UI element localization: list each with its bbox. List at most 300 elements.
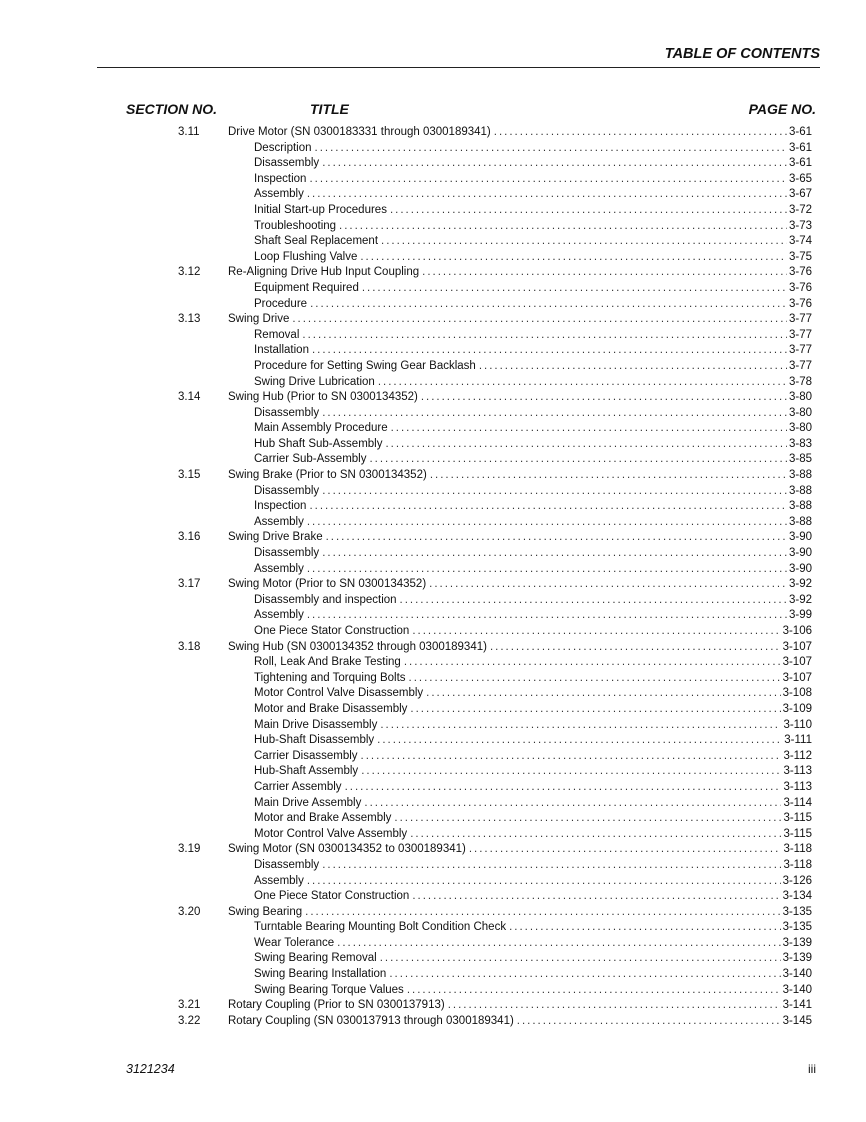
toc-entry xyxy=(228,265,812,281)
toc-entry-title: Disassembly xyxy=(254,156,319,172)
toc-entry xyxy=(254,562,812,578)
toc-entry-page: 3-145 xyxy=(782,1014,812,1027)
toc-entry-page: 3-118 xyxy=(783,858,812,871)
toc-entry xyxy=(254,328,812,344)
dot-leader xyxy=(361,749,782,765)
toc-entry xyxy=(254,593,812,609)
toc-entry-page: 3-61 xyxy=(788,157,812,170)
toc-subsection-row[interactable] xyxy=(0,967,866,983)
toc-entry xyxy=(228,998,812,1014)
column-headers xyxy=(0,101,866,121)
toc-entry-title: Carrier Disassembly xyxy=(254,749,358,765)
toc-entry xyxy=(254,297,812,313)
toc-subsection-row[interactable] xyxy=(0,889,866,905)
toc-entry-page: 3-134 xyxy=(782,890,812,903)
dot-leader xyxy=(394,811,781,827)
toc-entry xyxy=(254,827,812,843)
toc-subsection-row[interactable] xyxy=(0,671,866,687)
toc-subsection-row[interactable] xyxy=(0,593,866,609)
toc-entry-page: 3-112 xyxy=(783,749,812,762)
toc-subsection-row[interactable] xyxy=(0,250,866,266)
toc-entry xyxy=(228,468,812,484)
toc-entry-page: 3-106 xyxy=(782,625,812,637)
toc-subsection-row[interactable] xyxy=(0,328,866,344)
toc-subsection-row[interactable] xyxy=(0,936,866,952)
toc-entry-title: Disassembly xyxy=(254,546,319,562)
toc-entry xyxy=(254,141,812,157)
toc-entry-page: 3-107 xyxy=(782,671,812,684)
toc-entry-page: 3-113 xyxy=(783,780,812,793)
toc-entry-title: Hub-Shaft Assembly xyxy=(254,764,358,780)
toc-entry-page: 3-118 xyxy=(783,843,812,856)
toc-section-number: 3.16 xyxy=(178,531,201,544)
toc-entry-title: Rotary Coupling (Prior to SN 0300137913) xyxy=(228,998,445,1014)
toc-entry xyxy=(254,421,812,437)
toc-entry xyxy=(228,1014,812,1030)
toc-subsection-row[interactable] xyxy=(0,484,866,500)
toc-list xyxy=(0,125,866,1029)
toc-entry xyxy=(254,718,812,734)
dot-leader xyxy=(361,764,781,780)
dot-leader xyxy=(362,281,787,297)
toc-entry-page: 3-115 xyxy=(783,827,812,840)
toc-entry-title: Equipment Required xyxy=(254,281,359,297)
toc-entry-page: 3-67 xyxy=(788,188,812,201)
toc-entry-title: Drive Motor (SN 0300183331 through 0300189341) xyxy=(228,125,491,141)
toc-entry-page: 3-141 xyxy=(782,999,812,1012)
toc-entry-page: 3-107 xyxy=(782,656,812,669)
dot-leader xyxy=(305,905,780,921)
dot-leader xyxy=(360,250,787,266)
dot-leader xyxy=(421,390,787,406)
toc-entry-page: 3-77 xyxy=(788,313,812,326)
toc-entry xyxy=(254,624,812,640)
toc-entry-title: Turntable Bearing Mounting Bolt Condition Check xyxy=(254,920,506,936)
toc-entry xyxy=(254,967,812,983)
toc-entry-page: 3-139 xyxy=(782,952,812,965)
dot-leader xyxy=(494,125,787,141)
toc-subsection-row[interactable] xyxy=(0,515,866,531)
toc-section-number: 3.12 xyxy=(178,266,201,279)
dot-leader xyxy=(412,624,780,640)
dot-leader xyxy=(404,655,781,671)
header-title: TABLE OF CONTENTS xyxy=(664,46,820,62)
toc-subsection-row[interactable] xyxy=(0,796,866,812)
toc-entry-page: 3-110 xyxy=(783,718,812,731)
toc-section-row[interactable] xyxy=(0,530,866,546)
toc-entry xyxy=(228,905,812,921)
toc-subsection-row[interactable] xyxy=(0,686,866,702)
toc-subsection-row[interactable] xyxy=(0,375,866,391)
toc-entry xyxy=(254,889,812,905)
toc-entry-title: Disassembly xyxy=(254,406,319,422)
toc-subsection-row[interactable] xyxy=(0,297,866,313)
toc-subsection-row[interactable] xyxy=(0,141,866,157)
toc-entry xyxy=(254,608,812,624)
dot-leader xyxy=(377,733,782,749)
toc-entry xyxy=(228,530,812,546)
toc-subsection-row[interactable] xyxy=(0,452,866,468)
toc-subsection-row[interactable] xyxy=(0,499,866,515)
dot-leader xyxy=(322,406,787,422)
dot-leader xyxy=(381,234,787,250)
dot-leader xyxy=(380,951,781,967)
toc-entry-title: Roll, Leak And Brake Testing xyxy=(254,655,401,671)
dot-leader xyxy=(389,967,780,983)
toc-entry-page: 3-139 xyxy=(782,936,812,949)
toc-subsection-row[interactable] xyxy=(0,359,866,375)
toc-entry xyxy=(254,172,812,188)
toc-subsection-row[interactable] xyxy=(0,874,866,890)
page-number: iii xyxy=(808,1062,816,1076)
toc-entry xyxy=(254,920,812,936)
toc-entry-page: 3-75 xyxy=(788,250,812,263)
toc-entry-title: Wear Tolerance xyxy=(254,936,334,952)
dot-leader xyxy=(410,827,781,843)
toc-section-row[interactable] xyxy=(0,998,866,1014)
dot-leader xyxy=(315,141,787,157)
dot-leader xyxy=(378,375,787,391)
toc-entry-page: 3-92 xyxy=(788,578,812,591)
toc-entry-title: Description xyxy=(254,141,312,157)
toc-entry-page: 3-88 xyxy=(788,515,812,528)
toc-entry-title: Rotary Coupling (SN 0300137913 through 0300189341) xyxy=(228,1014,514,1030)
dot-leader xyxy=(339,219,787,235)
toc-entry-title: Swing Bearing xyxy=(228,905,302,921)
page-no-heading: PAGE NO. xyxy=(748,101,816,117)
toc-section-number: 3.11 xyxy=(178,126,200,138)
toc-entry-title: Removal xyxy=(254,328,299,344)
title-heading: TITLE xyxy=(310,101,349,117)
toc-entry-title: Swing Drive Brake xyxy=(228,530,323,546)
toc-entry xyxy=(254,250,812,266)
toc-subsection-row[interactable] xyxy=(0,234,866,250)
toc-subsection-row[interactable] xyxy=(0,406,866,422)
toc-subsection-row[interactable] xyxy=(0,718,866,734)
toc-entry xyxy=(254,156,812,172)
toc-entry xyxy=(254,671,812,687)
toc-entry-page: 3-135 xyxy=(782,921,812,934)
toc-entry-title: Carrier Assembly xyxy=(254,780,342,796)
toc-entry-page: 3-77 xyxy=(788,359,812,372)
toc-entry-page: 3-80 xyxy=(788,422,812,435)
toc-entry-title: Re-Aligning Drive Hub Input Coupling xyxy=(228,265,419,281)
toc-section-row[interactable] xyxy=(0,842,866,858)
toc-entry xyxy=(254,951,812,967)
toc-entry-title: Inspection xyxy=(254,172,306,188)
toc-entry-page: 3-90 xyxy=(788,531,812,544)
dot-leader xyxy=(429,577,787,593)
toc-entry xyxy=(254,499,812,515)
toc-section-row[interactable] xyxy=(0,577,866,593)
toc-entry xyxy=(254,733,812,749)
toc-subsection-row[interactable] xyxy=(0,156,866,172)
toc-entry-page: 3-73 xyxy=(788,219,812,232)
toc-subsection-row[interactable] xyxy=(0,858,866,874)
toc-subsection-row[interactable] xyxy=(0,172,866,188)
toc-subsection-row[interactable] xyxy=(0,983,866,999)
toc-subsection-row[interactable] xyxy=(0,187,866,203)
toc-entry-page: 3-90 xyxy=(788,547,812,560)
toc-entry-title: Swing Brake (Prior to SN 0300134352) xyxy=(228,468,427,484)
toc-subsection-row[interactable] xyxy=(0,624,866,640)
toc-entry-page: 3-99 xyxy=(788,609,812,622)
toc-subsection-row[interactable] xyxy=(0,749,866,765)
toc-entry-page: 3-108 xyxy=(782,687,812,700)
dot-leader xyxy=(307,187,787,203)
toc-entry-page: 3-65 xyxy=(788,172,812,185)
toc-entry xyxy=(254,702,812,718)
toc-section-number: 3.17 xyxy=(178,578,201,591)
dot-leader xyxy=(322,858,781,874)
toc-entry-title: Loop Flushing Valve xyxy=(254,250,357,266)
toc-entry-title: Disassembly and inspection xyxy=(254,593,397,609)
toc-entry-title: One Piece Stator Construction xyxy=(254,624,409,640)
dot-leader xyxy=(322,546,787,562)
toc-entry xyxy=(254,780,812,796)
toc-entry-title: Disassembly xyxy=(254,484,319,500)
dot-leader xyxy=(509,920,780,936)
header-rule xyxy=(97,67,820,68)
toc-entry xyxy=(254,343,812,359)
toc-subsection-row[interactable] xyxy=(0,421,866,437)
toc-entry-page: 3-78 xyxy=(788,375,812,388)
dot-leader xyxy=(345,780,782,796)
toc-entry-title: Swing Bearing Torque Values xyxy=(254,983,404,999)
toc-entry-page: 3-61 xyxy=(788,126,812,138)
toc-subsection-row[interactable] xyxy=(0,733,866,749)
toc-entry-title: Motor Control Valve Assembly xyxy=(254,827,407,843)
dot-leader xyxy=(479,359,787,375)
toc-section-row[interactable] xyxy=(0,312,866,328)
toc-entry-page: 3-92 xyxy=(788,593,812,606)
toc-subsection-row[interactable] xyxy=(0,827,866,843)
dot-leader xyxy=(312,343,787,359)
toc-entry-title: Shaft Seal Replacement xyxy=(254,234,378,250)
dot-leader xyxy=(390,203,787,219)
toc-subsection-row[interactable] xyxy=(0,702,866,718)
toc-entry-title: Swing Motor (SN 0300134352 to 0300189341) xyxy=(228,842,466,858)
toc-section-row[interactable] xyxy=(0,640,866,656)
toc-entry-title: Initial Start-up Procedures xyxy=(254,203,387,219)
toc-section-row[interactable] xyxy=(0,468,866,484)
dot-leader xyxy=(337,936,780,952)
toc-section-row[interactable] xyxy=(0,390,866,406)
toc-entry-title: Swing Motor (Prior to SN 0300134352) xyxy=(228,577,426,593)
toc-subsection-row[interactable] xyxy=(0,437,866,453)
toc-entry-title: Main Drive Assembly xyxy=(254,796,361,812)
toc-entry xyxy=(254,983,812,999)
dot-leader xyxy=(369,452,786,468)
toc-entry-page: 3-113 xyxy=(783,765,812,778)
dot-leader xyxy=(400,593,787,609)
toc-subsection-row[interactable] xyxy=(0,281,866,297)
toc-entry-title: Motor Control Valve Disassembly xyxy=(254,686,423,702)
section-no-heading: SECTION NO. xyxy=(126,101,218,117)
toc-entry-title: Procedure xyxy=(254,297,307,313)
dot-leader xyxy=(412,889,780,905)
dot-leader xyxy=(292,312,787,328)
toc-entry xyxy=(254,187,812,203)
toc-entry-page: 3-88 xyxy=(788,500,812,513)
toc-entry-title: Hub Shaft Sub-Assembly xyxy=(254,437,382,453)
toc-subsection-row[interactable] xyxy=(0,219,866,235)
toc-subsection-row[interactable] xyxy=(0,562,866,578)
dot-leader xyxy=(380,718,781,734)
toc-entry-page: 3-88 xyxy=(788,484,812,497)
toc-entry-page: 3-140 xyxy=(782,968,812,981)
dot-leader xyxy=(307,562,787,578)
dot-leader xyxy=(302,328,787,344)
toc-entry xyxy=(228,640,812,656)
toc-subsection-row[interactable] xyxy=(0,203,866,219)
toc-section-row[interactable] xyxy=(0,125,866,141)
toc-entry-title: Swing Hub (SN 0300134352 through 0300189341) xyxy=(228,640,487,656)
dot-leader xyxy=(426,686,780,702)
toc-section-number: 3.14 xyxy=(178,391,201,404)
toc-section-number: 3.13 xyxy=(178,313,201,326)
toc-subsection-row[interactable] xyxy=(0,608,866,624)
dot-leader xyxy=(469,842,782,858)
toc-entry xyxy=(228,390,812,406)
dot-leader xyxy=(310,297,787,313)
dot-leader xyxy=(307,874,781,890)
toc-entry-title: Assembly xyxy=(254,187,304,203)
toc-section-number: 3.21 xyxy=(178,999,201,1012)
toc-entry-title: Swing Bearing Installation xyxy=(254,967,386,983)
dot-leader xyxy=(322,484,787,500)
toc-entry-title: Swing Hub (Prior to SN 0300134352) xyxy=(228,390,418,406)
toc-entry xyxy=(254,764,812,780)
dot-leader xyxy=(364,796,781,812)
document-number: 3121234 xyxy=(126,1062,175,1076)
dot-leader xyxy=(490,640,781,656)
dot-leader xyxy=(307,608,787,624)
toc-entry xyxy=(254,796,812,812)
toc-entry-page: 3-115 xyxy=(783,812,812,825)
toc-entry-page: 3-111 xyxy=(784,734,812,747)
toc-entry-page: 3-135 xyxy=(782,905,812,918)
toc-entry xyxy=(254,234,812,250)
toc-entry xyxy=(254,858,812,874)
toc-entry-title: Hub-Shaft Disassembly xyxy=(254,733,374,749)
toc-entry xyxy=(254,219,812,235)
toc-subsection-row[interactable] xyxy=(0,920,866,936)
dot-leader xyxy=(409,671,781,687)
toc-entry-title: Assembly xyxy=(254,515,304,531)
toc-entry-page: 3-88 xyxy=(788,469,812,482)
toc-entry-title: Installation xyxy=(254,343,309,359)
toc-entry-page: 3-109 xyxy=(782,702,812,715)
toc-subsection-row[interactable] xyxy=(0,811,866,827)
toc-entry-page: 3-140 xyxy=(782,983,812,996)
toc-entry xyxy=(228,842,812,858)
toc-entry-page: 3-76 xyxy=(788,266,812,279)
toc-entry xyxy=(254,936,812,952)
toc-entry xyxy=(254,749,812,765)
toc-entry xyxy=(254,437,812,453)
dot-leader xyxy=(309,499,787,515)
toc-section-number: 3.20 xyxy=(178,905,201,918)
toc-entry-page: 3-90 xyxy=(788,562,812,575)
toc-entry xyxy=(254,281,812,297)
dot-leader xyxy=(326,530,787,546)
toc-section-number: 3.22 xyxy=(178,1014,201,1027)
toc-section-number: 3.15 xyxy=(178,469,201,482)
toc-entry-page: 3-77 xyxy=(788,344,812,357)
toc-entry xyxy=(254,452,812,468)
toc-entry xyxy=(254,811,812,827)
toc-entry-page: 3-107 xyxy=(782,640,812,653)
toc-entry xyxy=(254,874,812,890)
toc-entry-title: One Piece Stator Construction xyxy=(254,889,409,905)
toc-entry xyxy=(228,577,812,593)
toc-entry xyxy=(228,125,812,141)
dot-leader xyxy=(385,437,786,453)
toc-entry-page: 3-114 xyxy=(783,796,812,809)
toc-entry-page: 3-80 xyxy=(788,391,812,404)
toc-entry-title: Assembly xyxy=(254,874,304,890)
toc-entry xyxy=(228,312,812,328)
toc-section-number: 3.18 xyxy=(178,640,201,653)
toc-subsection-row[interactable] xyxy=(0,546,866,562)
toc-entry-title: Assembly xyxy=(254,608,304,624)
toc-entry-title: Troubleshooting xyxy=(254,219,336,235)
toc-entry-title: Carrier Sub-Assembly xyxy=(254,452,366,468)
toc-entry-page: 3-80 xyxy=(788,406,812,419)
toc-subsection-row[interactable] xyxy=(0,343,866,359)
toc-entry xyxy=(254,655,812,671)
toc-subsection-row[interactable] xyxy=(0,655,866,671)
toc-entry xyxy=(254,375,812,391)
dot-leader xyxy=(309,172,787,188)
toc-entry-title: Disassembly xyxy=(254,858,319,874)
toc-entry-page: 3-76 xyxy=(788,297,812,310)
toc-section-row[interactable] xyxy=(0,1014,866,1030)
dot-leader xyxy=(322,156,787,172)
toc-entry-page: 3-76 xyxy=(788,281,812,294)
dot-leader xyxy=(448,998,781,1014)
toc-entry-title: Main Drive Disassembly xyxy=(254,718,377,734)
toc-subsection-row[interactable] xyxy=(0,780,866,796)
toc-section-row[interactable] xyxy=(0,265,866,281)
toc-entry-title: Swing Bearing Removal xyxy=(254,951,377,967)
dot-leader xyxy=(410,702,780,718)
toc-entry-page: 3-126 xyxy=(782,874,812,887)
toc-subsection-row[interactable] xyxy=(0,764,866,780)
dot-leader xyxy=(430,468,787,484)
toc-entry-title: Motor and Brake Assembly xyxy=(254,811,391,827)
toc-subsection-row[interactable] xyxy=(0,951,866,967)
toc-entry-page: 3-72 xyxy=(788,203,812,216)
toc-entry-title: Motor and Brake Disassembly xyxy=(254,702,407,718)
toc-entry-title: Main Assembly Procedure xyxy=(254,421,388,437)
toc-entry-title: Assembly xyxy=(254,562,304,578)
toc-entry-title: Swing Drive Lubrication xyxy=(254,375,375,391)
toc-entry-page: 3-61 xyxy=(788,141,812,154)
toc-section-number: 3.19 xyxy=(178,843,201,856)
toc-entry xyxy=(254,515,812,531)
toc-entry xyxy=(254,359,812,375)
toc-entry-page: 3-77 xyxy=(788,328,812,341)
toc-entry-title: Inspection xyxy=(254,499,306,515)
toc-section-row[interactable] xyxy=(0,905,866,921)
toc-entry xyxy=(254,686,812,702)
toc-entry-title: Tightening and Torquing Bolts xyxy=(254,671,406,687)
toc-entry-page: 3-83 xyxy=(788,437,812,450)
dot-leader xyxy=(517,1014,781,1030)
toc-entry-title: Swing Drive xyxy=(228,312,289,328)
